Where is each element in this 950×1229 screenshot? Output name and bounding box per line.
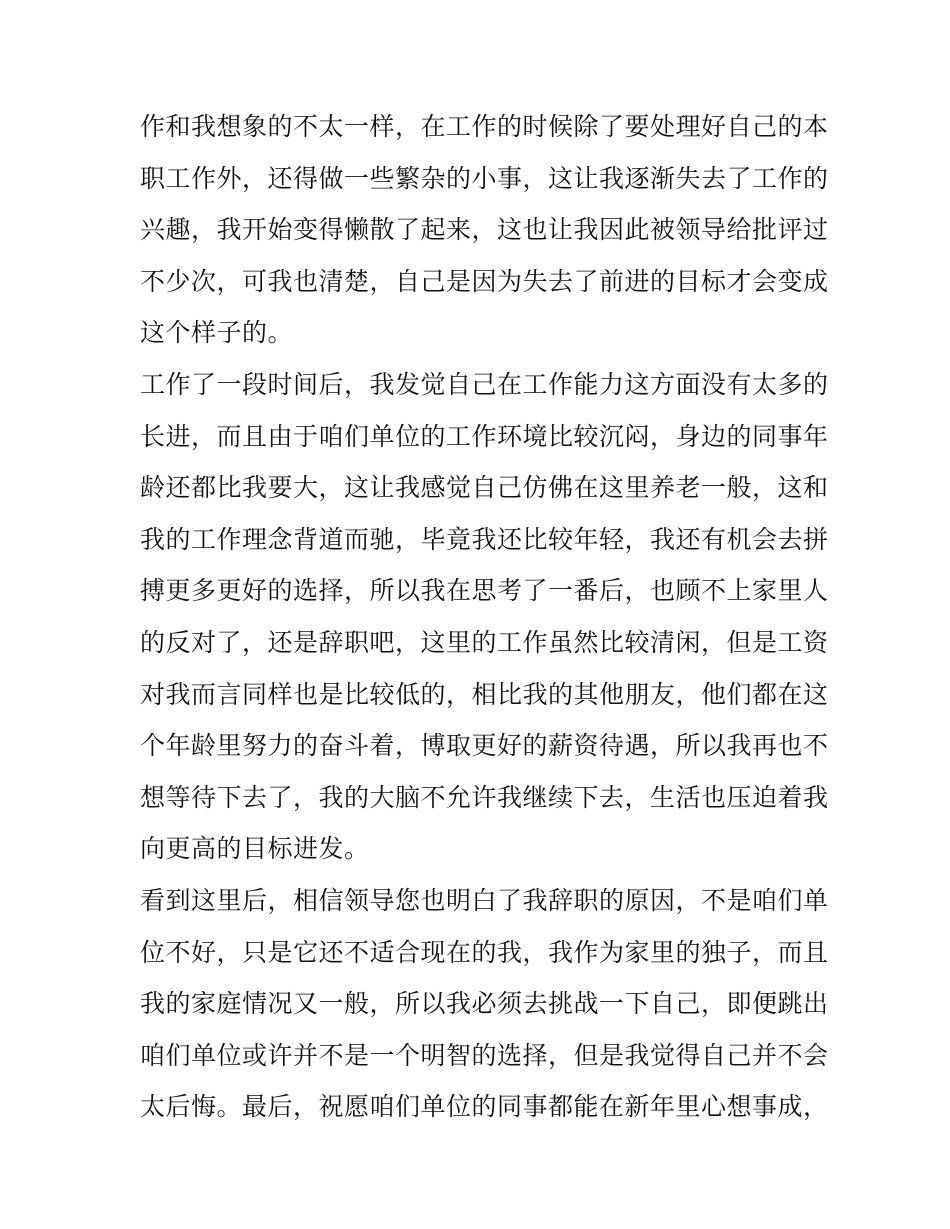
- text-line: 不少次，可我也清楚，自己是因为失去了前进的目标才会变成: [140, 266, 829, 296]
- text-line: 太后悔。最后，祝愿咱们单位的同事都能在新年里心想事成，: [140, 1092, 829, 1122]
- text-line: 我的工作理念背道而驰，毕竟我还比较年轻，我还有机会去拼: [140, 524, 829, 554]
- text-line: 工作了一段时间后，我发觉自己在工作能力这方面没有太多的: [140, 369, 829, 399]
- document-body: [140, 101, 830, 1133]
- text-line: 我的家庭情况又一般，所以我必须去挑战一下自己，即便跳出: [140, 989, 829, 1019]
- text-line: 这个样子的。: [140, 318, 294, 348]
- text-line: 咱们单位或许并不是一个明智的选择，但是我觉得自己并不会: [140, 1040, 829, 1070]
- text-line: 职工作外，还得做一些繁杂的小事，这让我逐渐失去了工作的: [140, 163, 829, 193]
- text-line: 的反对了，还是辞职吧，这里的工作虽然比较清闲，但是工资: [140, 627, 829, 657]
- text-line: 位不好，只是它还不适合现在的我，我作为家里的独子，而且: [140, 937, 829, 967]
- text-line: 兴趣，我开始变得懒散了起来，这也让我因此被领导给批评过: [140, 215, 829, 245]
- text-line: 看到这里后，相信领导您也明白了我辞职的原因，不是咱们单: [140, 885, 829, 915]
- text-line: 个年龄里努力的奋斗着，博取更好的薪资待遇，所以我再也不: [140, 731, 829, 761]
- text-line: 龄还都比我要大，这让我感觉自己仿佛在这里养老一般，这和: [140, 473, 829, 503]
- text-line: 作和我想象的不太一样，在工作的时候除了要处理好自己的本: [140, 112, 829, 141]
- text-line: 想等待下去了，我的大脑不允许我继续下去，生活也压迫着我: [140, 782, 829, 812]
- text-line: 搏更多更好的选择，所以我在思考了一番后，也顾不上家里人: [140, 576, 829, 606]
- text-line: 长进，而且由于咱们单位的工作环境比较沉闷，身边的同事年: [140, 421, 829, 451]
- text-line: 向更高的目标进发。: [140, 834, 370, 864]
- text-line: 对我而言同样也是比较低的，相比我的其他朋友，他们都在这: [140, 679, 829, 709]
